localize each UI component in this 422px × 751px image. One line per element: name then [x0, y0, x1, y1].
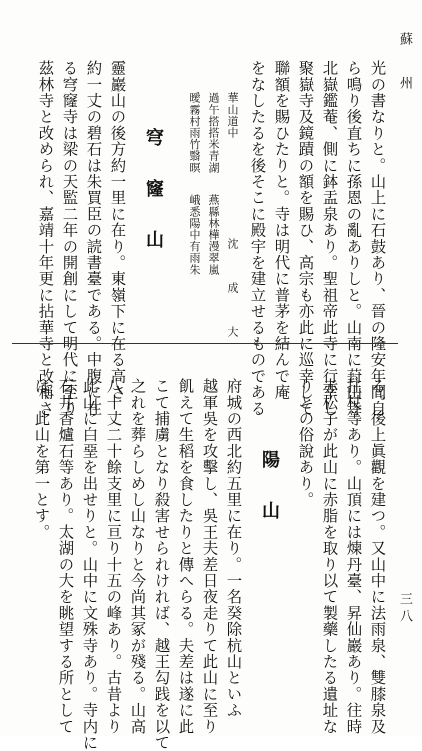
lower-line-4: りとの俗說あり。: [296, 378, 315, 508]
upper-right-line-2: ら鳴り後直ちに孫恩の亂ありしと。山南に葑山寺: [344, 60, 363, 417]
poem-title: 華山道中: [226, 92, 239, 139]
yangshan-line-9: は、此山を第一とす。: [32, 378, 51, 540]
qionglong-line-3: る穹窿寺は梁の天監二年の開創にして明代に至り: [60, 60, 79, 417]
qionglong-line-1: 靈巖山の後方約一里に在り。東嶺下に在る高さ: [108, 60, 127, 401]
qionglong-heading: 穹 窿 山: [143, 128, 164, 254]
yangshan-line-5: 之れを葬らしめし山なりと今尚其冢が殘る。山高: [128, 378, 147, 735]
upper-right-line-5: 聯額を賜ひたりと。寺は明代に普茅を結んで庵: [272, 60, 291, 401]
page-number: 三八: [397, 592, 412, 626]
upper-right-line-6: をなしたるを後そこに殿宇を建立せるものである: [248, 60, 267, 417]
section-divider: [12, 343, 398, 344]
yangshan-line-6: 八十丈二十餘支里に亘り十五の峰あり。古昔より: [104, 378, 123, 735]
poem-line-2: 燕縣林樺漫翠嵐: [207, 194, 220, 276]
yangshan-line-4: こて捕虜となり殺害せられければ、越王勾践を以て: [152, 378, 171, 751]
lower-line-1: る。後上眞觀を建つ。又山中に法雨泉、雙膝泉及: [368, 378, 387, 735]
qionglong-line-2: 約一丈の碧石は朱買臣の読書臺である。中腹に在: [84, 60, 103, 417]
upper-right-line-1: 光の書なりと。山上に石鼓あり、晉の隆安年間自: [368, 60, 387, 417]
poem-line-1: 過午搭搭米青湖: [207, 92, 220, 174]
poem-line-4: 峨悉陽中有雨朱: [188, 194, 201, 276]
lower-line-2: 拄杖等あり。山頂には煉丹臺、昇仙巖あり。往時: [344, 378, 363, 735]
yangshan-heading: 陽 山: [259, 450, 280, 525]
poem-line-3: 曖霧村雨竹翳暝: [188, 92, 201, 174]
qionglong-line-4: 茲林寺と改められ、嘉靖十年更に拈華寺と改稱さ: [36, 60, 55, 417]
yangshan-line-7: 此山に白堊を出せりと。山中に文殊寺あり。寺内に: [80, 378, 99, 751]
yangshan-line-2: 越軍吳を攻擊し、吳王夫差日夜走りて此山に至り: [200, 378, 219, 735]
book-title-header: 蘇 州: [397, 32, 412, 97]
upper-right-line-4: 聚嶽寺及鏡蹟の額を賜ひ、高宗も亦此に巡幸して: [296, 60, 315, 417]
poem-author: 沈 成 大: [226, 238, 239, 347]
lower-line-3: 赤松子が此山に赤脂を取り以て製藥したる遺址な: [320, 378, 339, 735]
upper-right-line-3: 北嶽鑑菴、側に鉢盂泉あり。聖祖帝此寺に行幸し: [320, 60, 339, 417]
yangshan-line-8: 石井香爐石等あり。太湖の大を眺望する所として: [56, 378, 75, 735]
yangshan-line-3: 飢えて生稻を食したりと傳へらる。夫差は遂に此: [176, 378, 195, 735]
yangshan-line-1: 府城の西北約五里に在り。一名癸除杭山といふ: [224, 378, 243, 719]
